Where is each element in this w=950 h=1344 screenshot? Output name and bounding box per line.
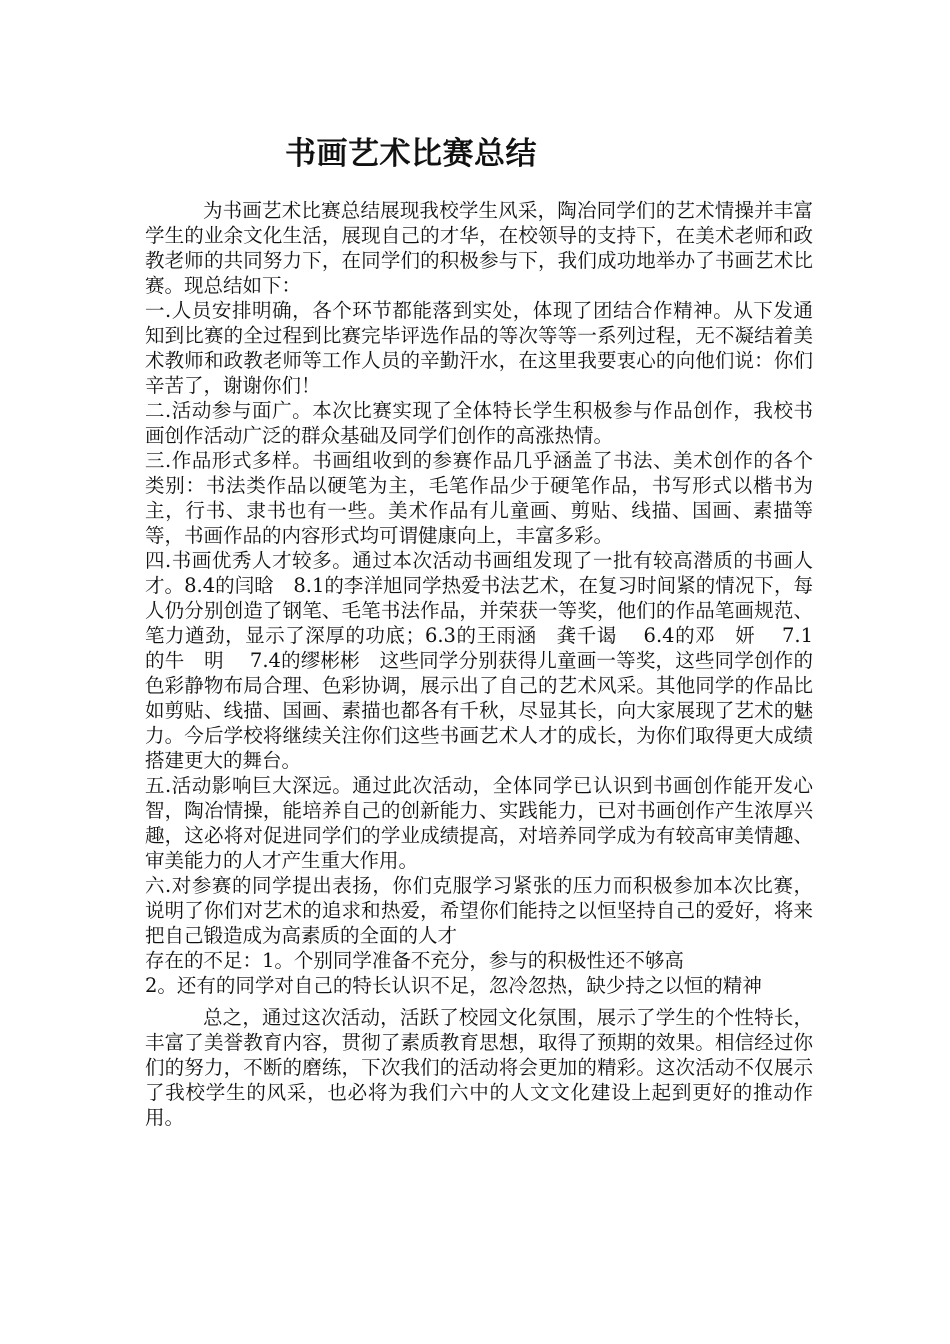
point-three-paragraph: 三.作品形式多样。书画组收到的参赛作品几乎涵盖了书法、美术创作的各个类别：书法类作品以硬笔为主，毛笔作品少于硬笔作品，书写形式以楷书为主，行书、隶书也有一些。美术作品有儿童画、剪贴、线描、国画、素描等等，书画作品的内容形式均可谓健康向上，丰富多彩。 [145,449,813,547]
intro-paragraph: 为书画艺术比赛总结展现我校学生风采，陶冶同学们的艺术情操并丰富学生的业余文化生活，展现自己的才华，在校领导的支持下，在美术老师和政教老师的共同努力下，在同学们的积极参与下，我们成功地举办了书画艺术比赛。现总结如下： [145,199,813,297]
shortcoming-two-paragraph: 2。还有的同学对自己的特长认识不足，忽冷忽热，缺少持之以恒的精神 [145,974,762,997]
point-one-paragraph: 一.人员安排明确，各个环节都能落到实处，体现了团结合作精神。从下发通知到比赛的全过程到比赛完毕评选作品的等次等等一系列过程，无不凝结着美术教师和政教老师等工作人员的辛勤汗水，在这里我要衷心的向他们说：你们辛苦了，谢谢你们！ [145,299,813,397]
point-six-paragraph: 六.对参赛的同学提出表扬，你们克服学习紧张的压力而积极参加本次比赛，说明了你们对艺术的追求和热爱，希望你们能持之以恒坚持自己的爱好，将来把自己锻造成为高素质的全面的人才 [145,874,813,947]
shortcoming-one-paragraph: 存在的不足：1。个别同学准备不充分，参与的积极性还不够高 [145,949,684,972]
document-title: 书画艺术比赛总结 [285,136,537,172]
document-body [145,198,813,1130]
conclusion-paragraph: 总之，通过这次活动，活跃了校园文化氛围，展示了学生的个性特长，丰富了美誉教育内容，贯彻了素质教育思想，取得了预期的效果。相信经过你们的努力，不断的磨练，下次我们的活动将会更加的精彩。这次活动不仅展示了我校学生的风采，也必将为我们六中的人文文化建设上起到更好的推动作用。 [145,1006,813,1129]
point-two-paragraph: 二.活动参与面广。本次比赛实现了全体特长学生积极参与作品创作，我校书画创作活动广泛的群众基础及同学们创作的高涨热情。 [145,399,813,447]
point-five-paragraph: 五.活动影响巨大深远。通过此次活动，全体同学已认识到书画创作能开发心智，陶冶情操，能培养自己的创新能力、实践能力，已对书画创作产生浓厚兴趣，这必将对促进同学们的学业成绩提高，对培养同学成为有较高审美情趣、审美能力的人才产生重大作用。 [145,774,813,872]
point-four-paragraph: 四.书画优秀人才较多。通过本次活动书画组发现了一批有较高潜质的书画人才。8.4的闫晗 8.1的李洋旭同学热爱书法艺术，在复习时间紧的情况下，每人仍分别创造了钢笔、毛笔书法作品，并荣获一等奖，他们的作品笔画规范、笔力遒劲，显示了深厚的功底；6.3的王雨涵 龚千谒 6.4的邓 妍 7.1的牛 明 7.4的缪彬彬 这些同学分别获得儿童画一等奖，这些同学创作的色彩静物布局合理、色彩协调，展示出了自己的艺术风采。其他同学的作品比如剪贴、线描、国画、素描也都各有千秋，尽显其长，向大家展现了艺术的魅力。今后学校将继续关注你们这些书画艺术人才的成长，为你们取得更大成绩搭建更大的舞台。 [145,549,813,772]
